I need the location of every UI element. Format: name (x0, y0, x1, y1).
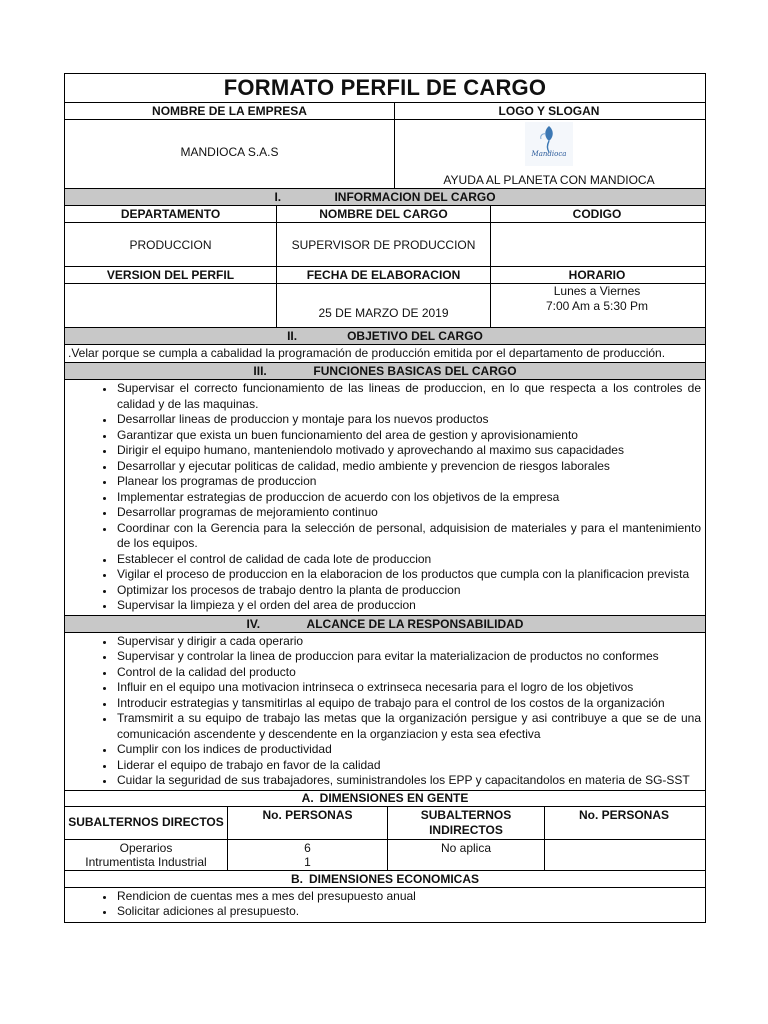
info-values-row (65, 223, 705, 267)
schedule-cell (491, 284, 703, 327)
section-objective-header (65, 328, 705, 345)
people-header-row (65, 807, 705, 840)
profile-document (64, 73, 706, 923)
company-row (65, 120, 705, 189)
list-item: • Planear los programas de produccion (115, 474, 701, 490)
indirect-count-header: No. PERSONAS (578, 807, 669, 822)
section-people-title: DIMENSIONES EN GENTE (319, 791, 469, 805)
section-functions-number: III. (253, 364, 267, 378)
direct-subordinates-header: SUBALTERNOS DIRECTOS (65, 807, 228, 839)
list-item: • Cumplir con los indices de productividad (115, 742, 701, 758)
section-objective-title: OBJETIVO DEL CARGO (347, 329, 483, 343)
section-functions-title: FUNCIONES BASICAS DEL CARGO (313, 364, 517, 378)
code-header: CODIGO (572, 207, 622, 221)
version-header: VERSION DEL PERFIL (65, 267, 277, 283)
subordinate-count: 1 (304, 854, 311, 869)
list-item: • Liderar el equipo de trabajo en favor de la calidad (115, 758, 701, 774)
objective-text: .Velar porque se cumpla a cabalidad la programación de producción emitida por el departamento de producción. (65, 345, 705, 363)
list-item: • Dirigir el equipo humano, manteniendolo motivado y aprovechando al maximo sus capacidades (115, 443, 701, 459)
list-item: • Tramsmirit a su equipo de trabajo las metas que la organización persigue y asi contribuye a que se de una comunicación ascendente y descendente en la organziacion y esta sea efectiva (115, 711, 701, 742)
list-item: • Supervisar y controlar la linea de produccion para evitar la materializacion de productos no conformes (115, 649, 701, 665)
section-economic-letter: B. (290, 871, 303, 886)
date-value: 25 DE MARZO DE 2019 (277, 284, 491, 327)
department-header: DEPARTAMENTO (65, 206, 277, 222)
subordinate-count: 6 (304, 840, 311, 855)
company-slogan: AYUDA AL PLANETA CON MANDIOCA (443, 173, 655, 187)
section-scope-number: IV. (246, 616, 261, 631)
version-value (65, 284, 277, 327)
code-value (491, 223, 703, 266)
info-header-row-2 (65, 267, 705, 284)
logo-slogan-header: LOGO Y SLOGAN (498, 104, 600, 118)
list-item: • Establecer el control de calidad de cada lote de produccion (115, 552, 701, 568)
list-item: • Desarrollar y ejecutar politicas de calidad, medio ambiente y prevencion de riesgos laborales (115, 459, 701, 475)
list-item: • Supervisar la limpieza y el orden del area de produccion (115, 598, 701, 614)
list-item: • Cuidar la seguridad de sus trabajadores, suministrandoles los EPP y capacitandolos en materia de SG-SST (115, 773, 701, 789)
section-scope-title: ALCANCE DE LA RESPONSABILIDAD (306, 616, 524, 631)
job-name-header: NOMBRE DEL CARGO (277, 206, 491, 222)
logo-slogan-cell (395, 120, 703, 188)
direct-count-header: No. PERSONAS (228, 807, 388, 839)
section-economic-header (65, 871, 705, 888)
list-item: • Control de la calidad del producto (115, 665, 701, 681)
list-item: • Vigilar el proceso de produccion en la elaboracion de los productos que cumpla con la planificacion prevista (115, 567, 701, 583)
info-values-row-2 (65, 284, 705, 328)
company-name: MANDIOCA S.A.S (65, 120, 395, 188)
section-objective-number: II. (287, 329, 298, 343)
logo-wordmark: Mandioca (531, 150, 567, 158)
list-item: • Garantizar que exista un buen funcionamiento del area de gestion y aprovisionamiento (115, 428, 701, 444)
functions-list (65, 380, 705, 616)
document-title: FORMATO PERFIL DE CARGO (65, 74, 705, 103)
section-scope-header (65, 616, 705, 633)
direct-subordinates-cell (65, 840, 228, 870)
list-item: • Implementar estrategias de produccion de acuerdo con los objetivos de la empresa (115, 490, 701, 506)
list-item: • Supervisar el correcto funcionamiento de las lineas de produccion, en lo que respecta a los controles de calidad y de las maquinas. (115, 381, 701, 412)
mandioca-leaf-icon (525, 122, 573, 166)
list-item: • Introducir estrategias y tansmitirlas al equipo de trabajo para el control de los costos de la organización (115, 696, 701, 712)
info-header-row (65, 206, 705, 223)
list-item: • Rendicion de cuentas mes a mes del presupuesto anual (115, 889, 701, 905)
schedule-header: HORARIO (568, 268, 626, 282)
date-header: FECHA DE ELABORACION (277, 267, 491, 283)
people-values-row (65, 840, 705, 871)
list-item: • Coordinar con la Gerencia para la selección de personal, adquisision de materiales y para el mantenimiento de los equipos. (115, 521, 701, 552)
section-info-title: INFORMACION DEL CARGO (334, 190, 496, 204)
list-item: • Solicitar adiciones al presupuesto. (115, 904, 701, 920)
section-functions-header (65, 363, 705, 380)
section-people-header (65, 791, 705, 807)
section-info-number: I. (274, 190, 282, 204)
department-value: PRODUCCION (65, 223, 277, 266)
subordinate-role: Intrumentista Industrial (85, 854, 207, 869)
company-name-header: NOMBRE DE LA EMPRESA (65, 103, 395, 119)
list-item: • Optimizar los procesos de trabajo dentro la planta de produccion (115, 583, 701, 599)
direct-count-cell (228, 840, 388, 870)
indirect-subordinates-value: No aplica (388, 840, 545, 870)
company-header-row (65, 103, 705, 120)
job-name-value: SUPERVISOR DE PRODUCCION (277, 223, 491, 266)
list-item: • Desarrollar programas de mejoramiento continuo (115, 505, 701, 521)
list-item: • Desarrollar lineas de produccion y montaje para los nuevos productos (115, 412, 701, 428)
schedule-hours: 7:00 Am a 5:30 Pm (545, 299, 649, 313)
list-item: • Influir en el equipo una motivacion intrinseca o extrinseca necesaria para el logro de los objetivos (115, 680, 701, 696)
list-item: • Supervisar y dirigir a cada operario (115, 634, 701, 650)
company-logo (525, 122, 573, 166)
indirect-subordinates-header: SUBALTERNOS INDIRECTOS (388, 807, 545, 839)
responsibility-list (65, 633, 705, 791)
indirect-count-value (545, 840, 703, 870)
subordinate-role: Operarios (119, 840, 173, 855)
section-people-letter: A. (301, 791, 314, 805)
section-info-header (65, 189, 705, 206)
economic-list (65, 888, 705, 922)
schedule-days: Lunes a Viernes (553, 284, 641, 298)
section-economic-title: DIMENSIONES ECONOMICAS (308, 871, 479, 886)
